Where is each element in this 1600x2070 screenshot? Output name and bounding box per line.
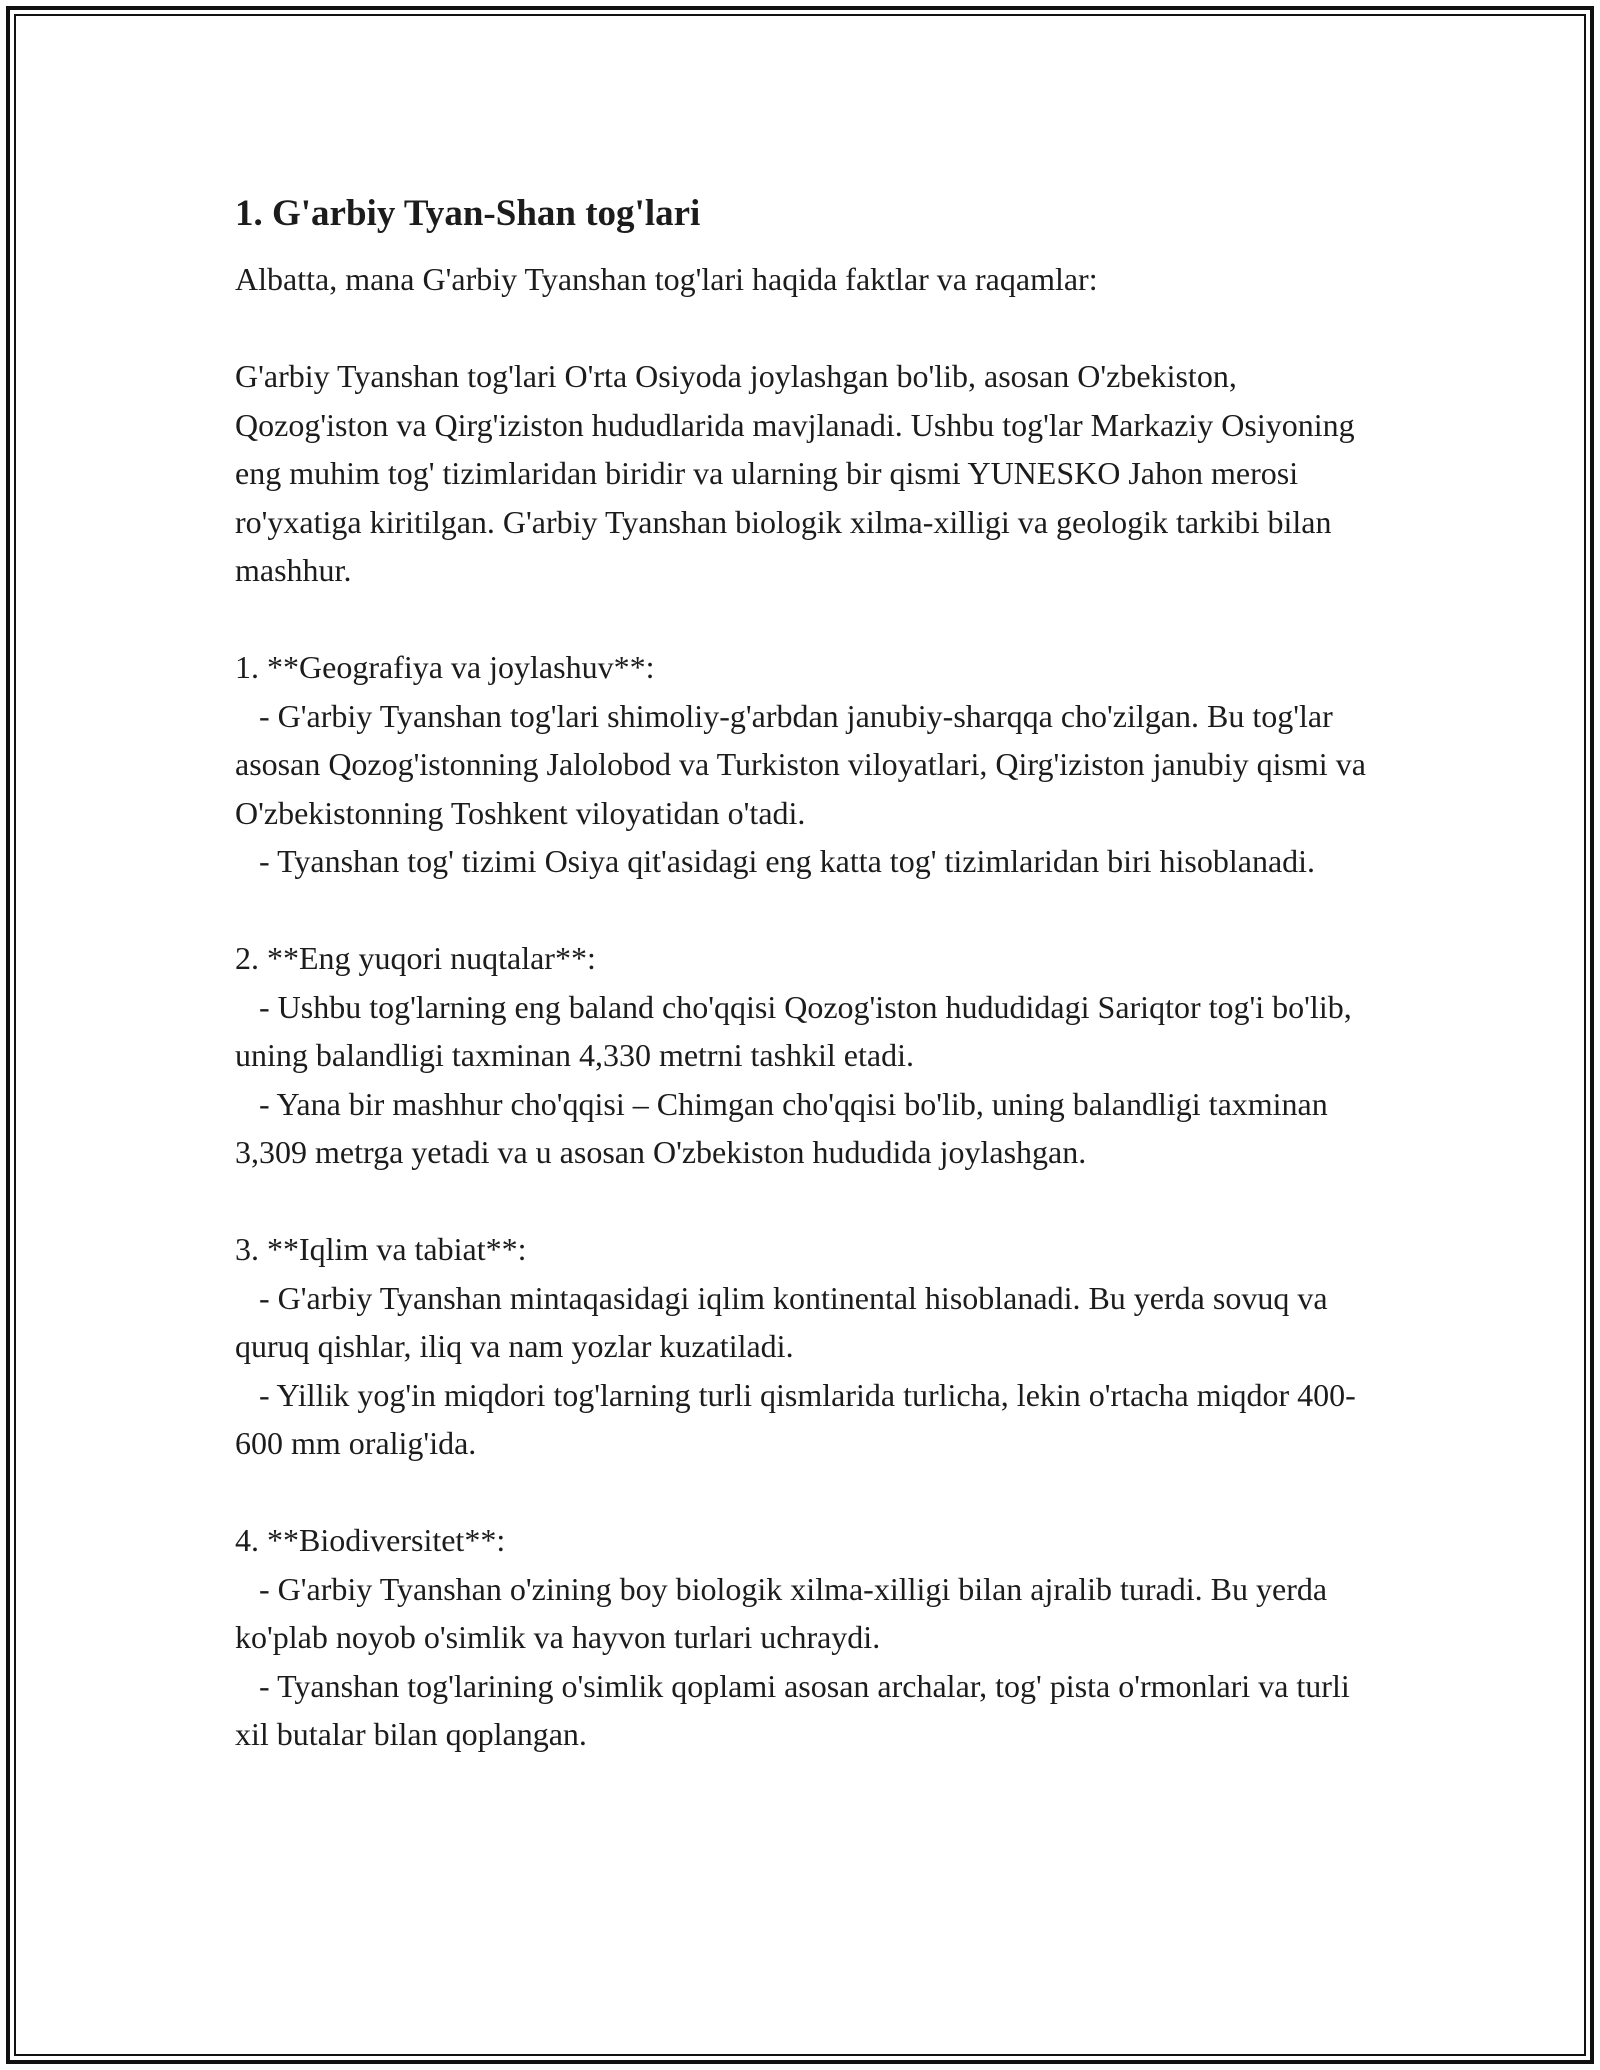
section-highest-points bbox=[235, 934, 1385, 1177]
list-item: - Yana bir mashhur cho'qqisi – Chimgan cho'qqisi bo'lib, uning balandligi taxminan 3,309 metrga yetadi va u asosan O'zbekiston hududida joylashgan. bbox=[235, 1085, 1336, 1170]
list-item: - G'arbiy Tyanshan o'zining boy biologik xilma-xilligi bilan ajralib turadi. Bu yerda ko'plab noyob o'simlik va hayvon turlari uchraydi. bbox=[235, 1570, 1336, 1655]
list-item: - G'arbiy Tyanshan tog'lari shimoliy-g'arbdan janubiy-sharqqa cho'zilgan. Bu tog'lar asosan Qozog'istonning Jalolobod va Turkiston viloyatlari, Qirg'iziston janubiy qismi va O'zbekistonning Toshkent viloyatidan o'tadi. bbox=[235, 697, 1374, 831]
spacer bbox=[235, 304, 1385, 353]
list-item: - Ushbu tog'larning eng baland cho'qqisi Qozog'iston hududidagi Sariqtor tog'i bo'lib, uning balandligi taxminan 4,330 metrni tashkil etadi. bbox=[235, 988, 1360, 1073]
list-item: - G'arbiy Tyanshan mintaqasidagi iqlim kontinental hisoblanadi. Bu yerda sovuq va quruq qishlar, iliq va nam yozlar kuzatiladi. bbox=[235, 1279, 1336, 1364]
spacer bbox=[235, 1177, 1385, 1226]
section-heading: 2. **Eng yuqori nuqtalar**: bbox=[235, 940, 596, 976]
section-geography bbox=[235, 643, 1385, 886]
intro-paragraph: Albatta, mana G'arbiy Tyanshan tog'lari haqida faktlar va raqamlar: bbox=[235, 261, 1098, 297]
overview-paragraph: G'arbiy Tyanshan tog'lari O'rta Osiyoda joylashgan bo'lib, asosan O'zbekiston, Qozog'iston va Qirg'iziston hududlarida mavjlanadi. Ushbu tog'lar Markaziy Osiyoning eng muhim tog' tizimlaridan biridir va ularning bir qismi YUNESKO Jahon merosi ro'yxatiga kiritilgan. G'arbiy Tyanshan biologik xilma-xilligi va geologik tarkibi bilan mashhur. bbox=[235, 358, 1363, 588]
section-heading: 3. **Iqlim va tabiat**: bbox=[235, 1231, 527, 1267]
list-item: - Yillik yog'in miqdori tog'larning turli qismlarida turlicha, lekin o'rtacha miqdor 400-600 mm oralig'ida. bbox=[235, 1376, 1356, 1461]
document-title: 1. G'arbiy Tyan-Shan tog'lari bbox=[235, 193, 701, 234]
section-biodiversity bbox=[235, 1516, 1385, 1759]
spacer bbox=[235, 886, 1385, 935]
spacer bbox=[235, 1468, 1385, 1517]
spacer bbox=[235, 595, 1385, 644]
section-heading: 4. **Biodiversitet**: bbox=[235, 1522, 506, 1558]
section-heading: 1. **Geografiya va joylashuv**: bbox=[235, 649, 655, 685]
list-item: - Tyanshan tog' tizimi Osiya qit'asidagi eng katta tog' tizimlaridan biri hisoblanadi. bbox=[235, 843, 1316, 879]
list-item: - Tyanshan tog'larining o'simlik qoplami asosan archalar, tog' pista o'rmonlari va turli xil butalar bilan qoplangan. bbox=[235, 1667, 1358, 1752]
section-climate bbox=[235, 1225, 1385, 1468]
document-body bbox=[235, 186, 1385, 1759]
